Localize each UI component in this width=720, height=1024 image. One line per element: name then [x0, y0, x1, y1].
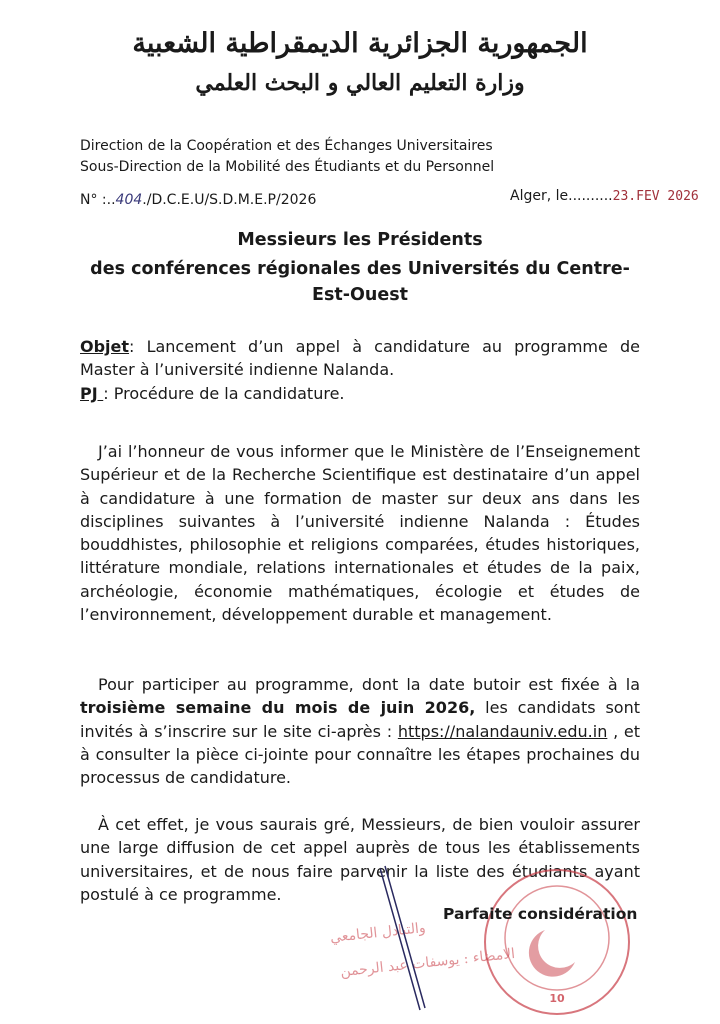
paragraph-1 — [80, 440, 640, 626]
pj-text: : Procédure de la candidature. — [103, 383, 345, 403]
objet-text: : Lancement d’un appel à candidature au programme de Master à l’université indienne Nalanda. — [80, 337, 640, 380]
addressee-line-1: Messieurs les Présidents — [237, 230, 483, 250]
pj-label: PJ — [80, 383, 104, 403]
direction-line: Direction de la Coopération et des Échanges Universitaires — [80, 138, 493, 154]
ref-handwritten-number: 404 — [115, 192, 143, 208]
paragraph-3-text: À cet effet, je vous saurais gré, Messieurs, de bien vouloir assurer une large diffusion de cet appel auprès de tous les établissements universitaires, et de nous faire parvenir la liste des étudiants ayant postulé à ce programme. — [80, 815, 640, 904]
p2-mid: les candidats sont invités à s’inscrire sur le site ci-après : — [80, 698, 640, 741]
date-stamp: 23.FEV 2026 — [612, 189, 699, 204]
reference-number — [80, 192, 316, 208]
signature-stroke — [380, 866, 425, 1010]
nalanda-link[interactable]: https://nalandauniv.edu.in — [397, 721, 608, 741]
pj-line — [80, 382, 640, 405]
paragraph-1-text: J’ai l’honneur de vous informer que le Ministère de l’Enseignement Supérieur et de la Recherche Scientifique est destinataire d’un appel à candidature à une formation de master sur deux ans dans les disciplines suivantes à l’université indienne Nalanda : Études bouddhistes, philosophie et religions comparées, études historiques, littérature mondiale, relations internationales et études de la paix, archéologie, économie mathématiques, écologie et études de l’environnement, développement durable et management. — [80, 442, 640, 625]
p2-deadline: troisième semaine du mois de juin 2026, — [80, 698, 476, 718]
ref-prefix: N° :.. — [80, 192, 116, 208]
ref-suffix: ./D.C.E.U/S.D.M.E.P/2026 — [142, 192, 317, 208]
official-seal — [380, 860, 680, 1024]
signature-stamp-line-2: الامضاء : يوسفات عبد الرحمن — [339, 945, 516, 981]
p2-end: , et à consulter la pièce ci-jointe pour connaître les étapes prochaines du processus de candidature. — [80, 721, 641, 788]
crescent-icon — [529, 930, 575, 977]
date-line — [510, 188, 699, 204]
addressee-line-2: des conférences régionales des Universités du Centre-Est-Ouest — [90, 259, 630, 305]
p2-start: Pour participer au programme, dont la date butoir est fixée à la — [98, 675, 640, 694]
arabic-republic-heading: الجمهورية الجزائرية الديمقراطية الشعبية — [132, 28, 588, 59]
closing-formula: Parfaite considération — [443, 905, 638, 923]
objet-line — [80, 335, 640, 382]
sub-direction-line: Sous-Direction de la Mobilité des Étudiants et du Personnel — [80, 159, 495, 175]
signature-stamp-line-1: والتبادل الجامعي — [329, 920, 427, 946]
paragraph-2 — [80, 673, 640, 789]
seal-number: 10 — [549, 992, 565, 1005]
subject-block — [80, 335, 640, 405]
objet-label: Objet — [80, 337, 130, 356]
date-prefix: Alger, le.......... — [510, 188, 613, 204]
arabic-ministry-heading: وزارة التعليم العالي و البحث العلمي — [195, 70, 525, 96]
